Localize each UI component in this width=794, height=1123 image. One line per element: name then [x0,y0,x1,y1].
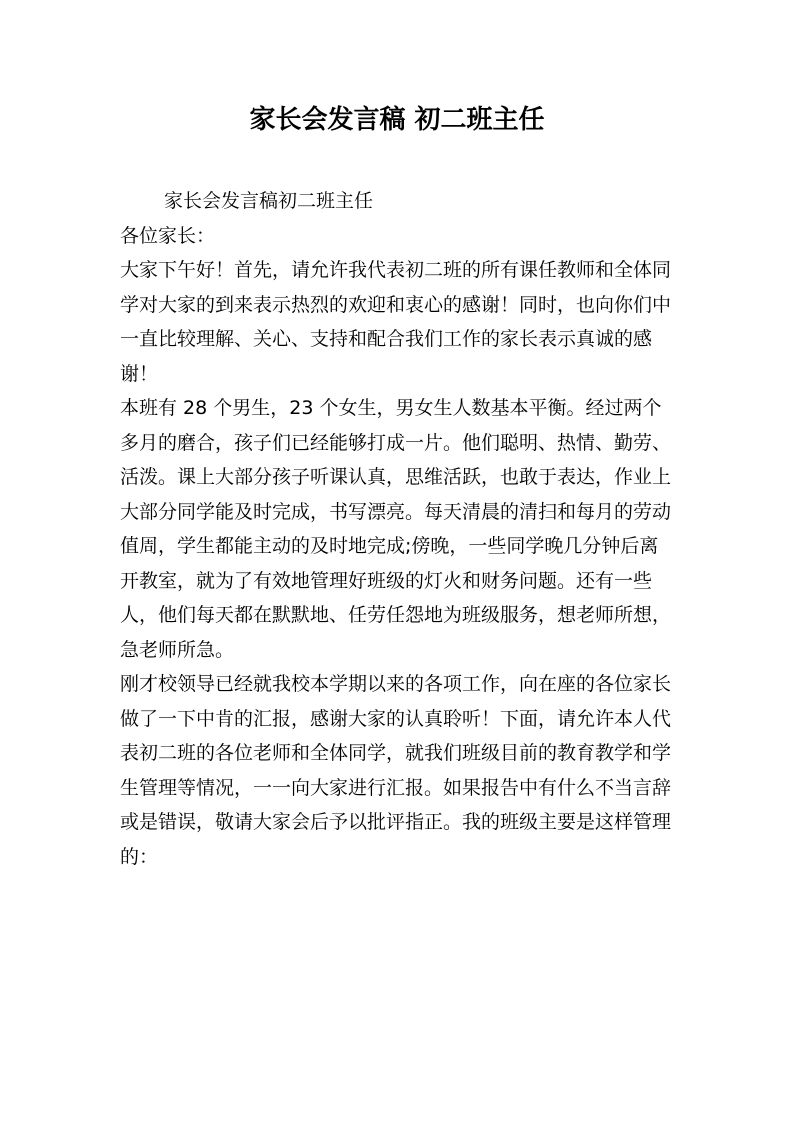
paragraph-class-overview: 本班有 28 个男生，23 个女生，男女生人数基本平衡。经过两个多月的磨合，孩子们已经能够打成一片。他们聪明、热情、勤劳、活泼。课上大部分孩子听课认真，思维活跃，也敢于表达，作业上大部分同学能及时完成，书写漂亮。每天清晨的清扫和每月的劳动值周，学生都能主动的及时地完成;傍晚，一些同学晚几分钟后离开教室，就为了有效地管理好班级的灯火和财务问题。还有一些人，他们每天都在默默地、任劳任怨地为班级服务，想老师所想，急老师所急。 [120,397,672,661]
paragraph-welcome: 大家下午好！首先，请允许我代表初二班的所有课任教师和全体同学对大家的到来表示热烈的欢迎和衷心的感谢！同时，也向你们中一直比较理解、关心、支持和配合我们工作的家长表示真诚的感谢！ [120,259,672,385]
document-body [120,184,676,874]
document-subtitle: 家长会发言稿初二班主任 [164,190,374,212]
paragraph-report-intro: 刚才校领导已经就我校本学期以来的各项工作，向在座的各位家长做了一下中肯的汇报，感谢大家的认真聆听！下面，请允许本人代表初二班的各位老师和全体同学，就我们班级目前的教育教学和学生管理等情况，一一向大家进行汇报。如果报告中有什么不当言辞或是错误，敬请大家会后予以批评指正。我的班级主要是这样管理的： [120,673,672,868]
greeting-line: 各位家长： [120,224,216,247]
document-title: 家长会发言稿 初二班主任 [249,105,545,135]
